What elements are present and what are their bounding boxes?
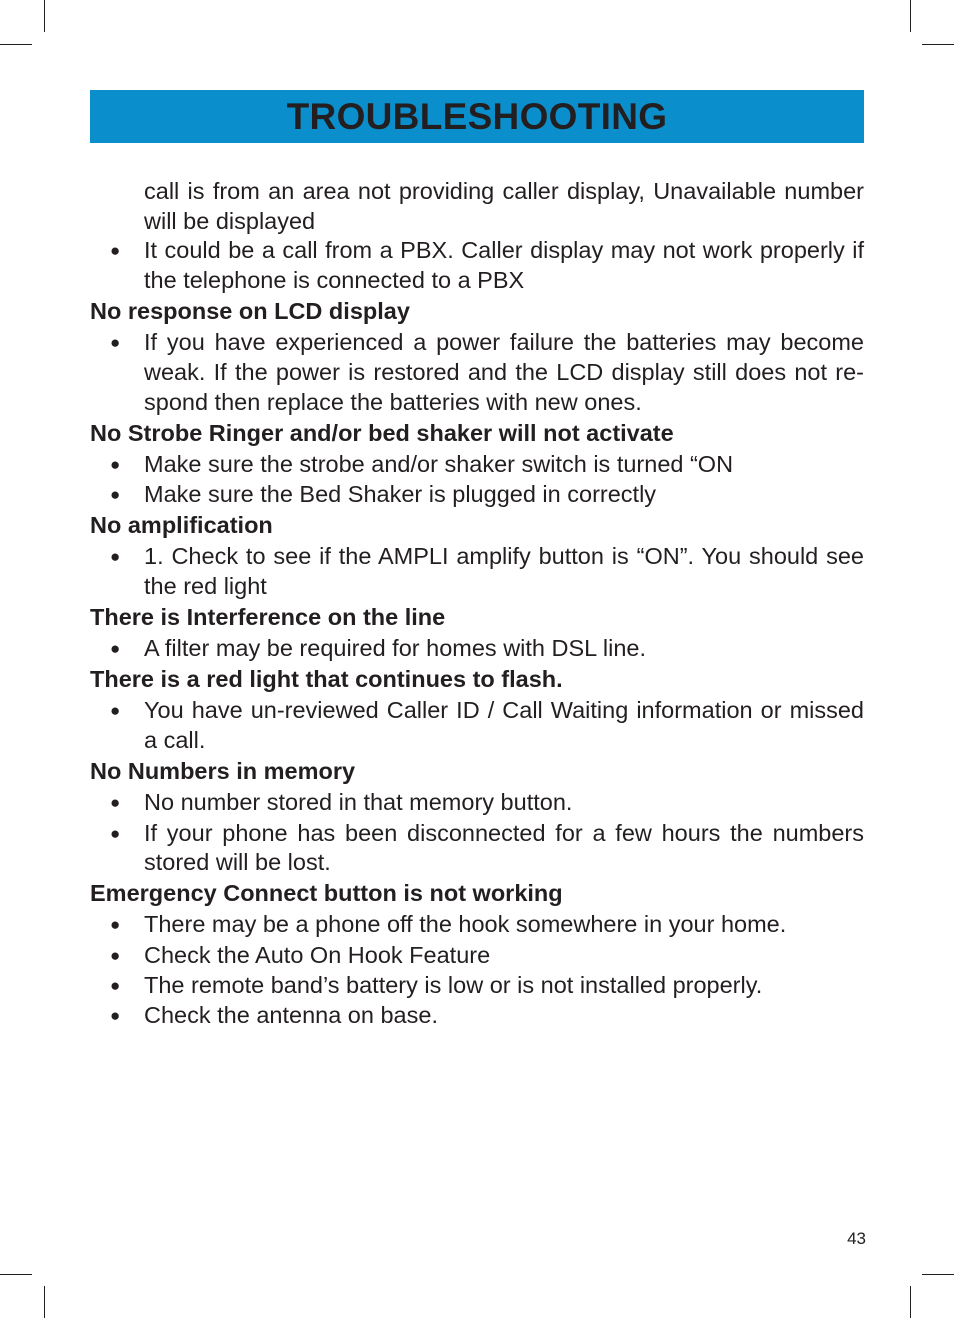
section-heading: No Strobe Ringer and/or bed shaker will not activate	[90, 419, 674, 446]
sections-container	[90, 296, 864, 1030]
crop-mark	[44, 1286, 45, 1318]
list-item	[90, 328, 864, 417]
bullet-icon: ●	[110, 1006, 121, 1026]
list-item	[90, 480, 864, 510]
crop-mark	[0, 1274, 32, 1275]
bullet-icon: ●	[110, 241, 121, 261]
list-item-text: If your phone has been disconnected for a few hours the numbers stored will be lost.	[144, 819, 864, 876]
bullet-icon: ●	[110, 485, 121, 505]
list-item-text: No number stored in that memory button.	[144, 789, 573, 816]
list-item	[90, 941, 864, 971]
list-item-text: 1. Check to see if the AMPLI amplify button is “ON”. You should see the red light	[144, 543, 864, 600]
list-item	[90, 910, 864, 940]
page-number: 43	[847, 1229, 866, 1248]
crop-mark	[44, 0, 45, 32]
section-heading: No amplification	[90, 512, 273, 539]
crop-mark	[910, 0, 911, 32]
section-list	[90, 788, 864, 878]
list-item-text: The remote band’s battery is low or is not installed properly.	[144, 971, 763, 998]
crop-mark	[922, 44, 954, 45]
section-heading: There is a red light that continues to flash.	[90, 666, 563, 693]
bullet-icon: ●	[110, 639, 121, 659]
section-list	[90, 910, 864, 1030]
list-item	[90, 450, 864, 480]
list-item-text: A filter may be required for homes with DSL line.	[144, 635, 646, 662]
list-item-text: There may be a phone off the hook somewhere in your home.	[144, 911, 787, 938]
section-list	[90, 450, 864, 510]
intro-continuation: call is from an area not providing caller display, Unavailable number will be displayed	[144, 178, 864, 234]
list-item	[90, 971, 864, 1001]
section-heading: There is Interference on the line	[90, 604, 446, 631]
list-item	[90, 542, 864, 601]
section-heading: Emergency Connect button is not working	[90, 880, 563, 907]
crop-mark	[922, 1274, 954, 1275]
section-heading: No response on LCD display	[90, 298, 410, 325]
troubleshooting-section	[90, 602, 864, 664]
bullet-icon: ●	[110, 975, 121, 995]
list-item	[90, 819, 864, 878]
section-heading: No Numbers in memory	[90, 758, 356, 785]
bullet-icon: ●	[110, 333, 121, 353]
troubleshooting-content	[90, 177, 864, 1031]
troubleshooting-section	[90, 510, 864, 601]
bullet-icon: ●	[110, 793, 121, 813]
list-item	[90, 788, 864, 818]
troubleshooting-section	[90, 756, 864, 878]
list-item	[90, 236, 864, 295]
list-item-text: You have un-reviewed Caller ID / Call Waiting information or missed a call.	[144, 697, 864, 754]
list-item	[90, 1001, 864, 1031]
troubleshooting-section	[90, 418, 864, 510]
troubleshooting-section	[90, 664, 864, 755]
list-item	[90, 634, 864, 664]
list-item-text: Check the antenna on base.	[144, 1002, 438, 1029]
crop-mark	[0, 44, 32, 45]
intro-list	[90, 236, 864, 295]
bullet-icon: ●	[110, 547, 121, 567]
page-title: TROUBLESHOOTING	[286, 95, 668, 137]
section-list	[90, 696, 864, 755]
section-list	[90, 328, 864, 417]
list-item-text: If you have experienced a power failure the batteries may become weak. If the power is restored and the LCD display still does not re-spond then replace the batteries with new ones.	[144, 329, 864, 415]
bullet-icon: ●	[110, 454, 121, 474]
section-list	[90, 634, 864, 664]
bullet-icon: ●	[110, 701, 121, 721]
list-item-text: Make sure the Bed Shaker is plugged in correctly	[144, 481, 657, 508]
title-banner	[90, 90, 864, 143]
list-item-text: Check the Auto On Hook Feature	[144, 941, 491, 968]
troubleshooting-section	[90, 878, 864, 1030]
bullet-icon: ●	[110, 945, 121, 965]
bullet-icon: ●	[110, 823, 121, 843]
crop-mark	[910, 1286, 911, 1318]
bullet-icon: ●	[110, 915, 121, 935]
list-item-text: Make sure the strobe and/or shaker switch is turned “ON	[144, 450, 734, 477]
list-item-text: It could be a call from a PBX. Caller display may not work properly if the telephone is connected to a PBX	[144, 237, 864, 294]
section-list	[90, 542, 864, 601]
list-item	[90, 696, 864, 755]
troubleshooting-section	[90, 296, 864, 417]
